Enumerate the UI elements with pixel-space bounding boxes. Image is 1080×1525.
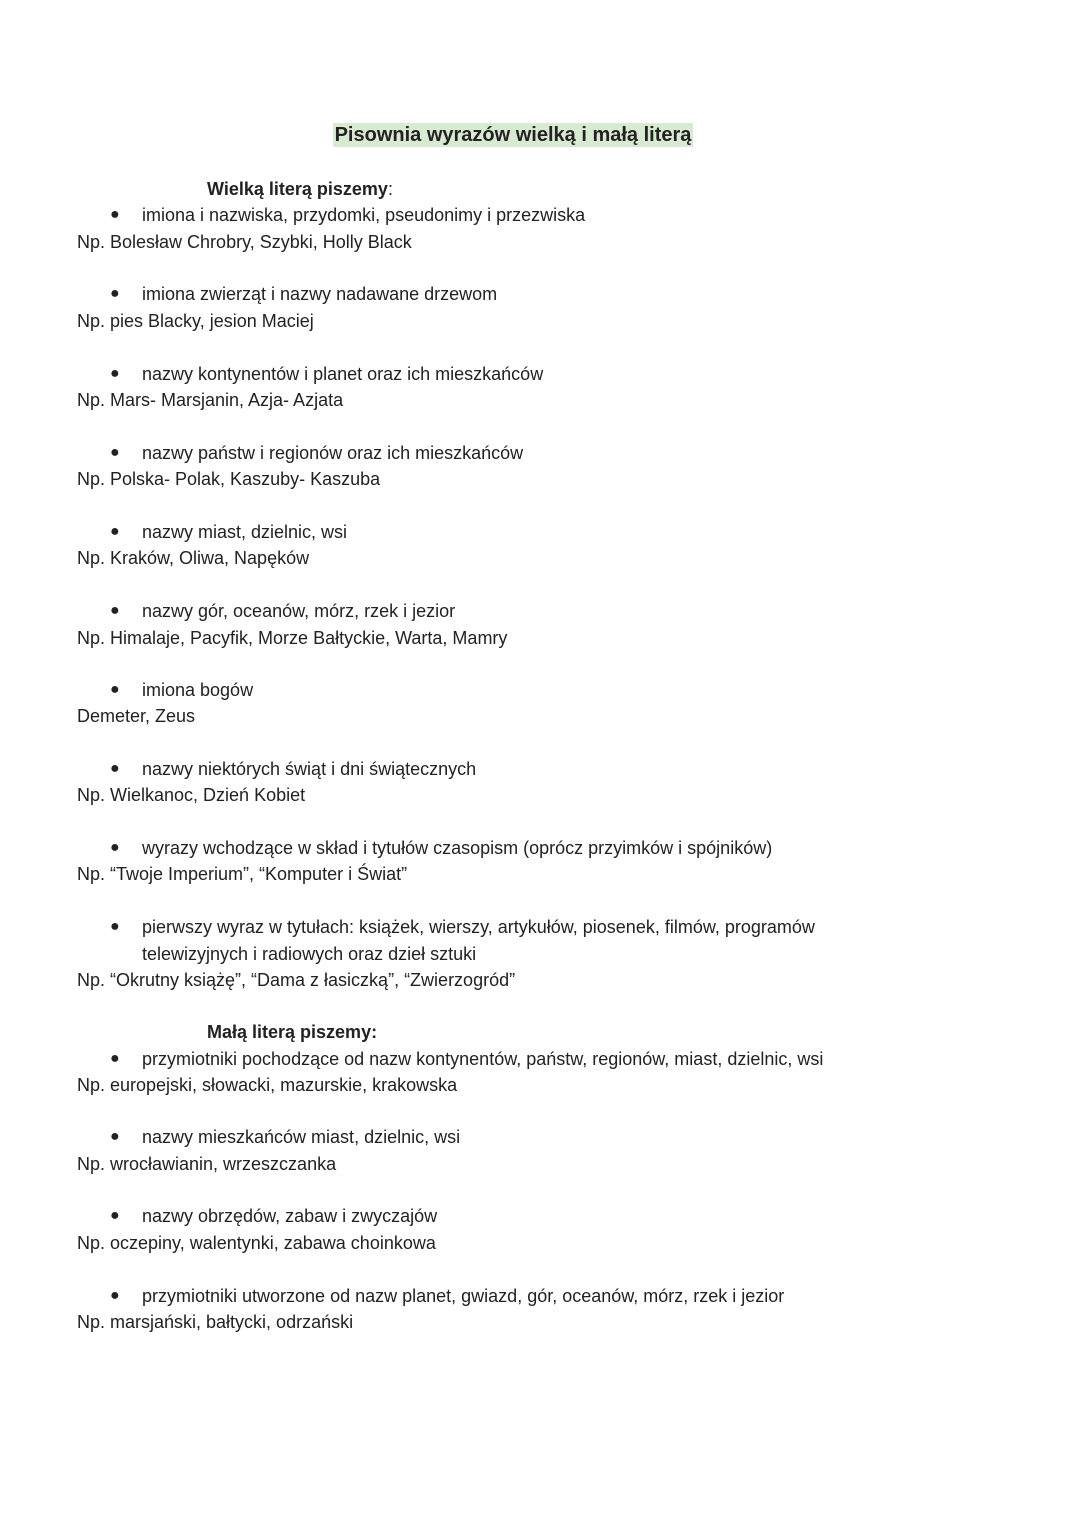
rule-example: Np. Bolesław Chrobry, Szybki, Holly Black — [77, 232, 412, 252]
bullet-icon: ● — [110, 1287, 120, 1304]
rule-text: pierwszy wyraz w tytułach: książek, wierszy, artykułów, piosenek, filmów, programów — [142, 917, 815, 937]
document-title — [0, 121, 1026, 149]
rule-example: Np. Kraków, Oliwa, Napęków — [77, 548, 310, 568]
bullet-icon: ● — [110, 1050, 120, 1067]
rule-text: nazwy gór, oceanów, mórz, rzek i jezior — [142, 601, 456, 621]
rule-text: nazwy państw i regionów oraz ich mieszkańców — [142, 443, 524, 463]
title-highlight: Pisownia wyrazów wielką i małą literą — [334, 124, 692, 146]
rule-text: imiona zwierząt i nazwy nadawane drzewom — [142, 284, 498, 304]
uppercase-heading: Wielką literą piszemy: — [207, 179, 393, 199]
rule-text: przymiotniki utworzone od nazw planet, gwiazd, gór, oceanów, mórz, rzek i jezior — [142, 1286, 785, 1306]
rule-example: Np. wrocławianin, wrzeszczanka — [77, 1154, 337, 1174]
rule-example: Demeter, Zeus — [77, 706, 196, 726]
bullet-icon: ● — [110, 1207, 120, 1224]
rule-example: Np. oczepiny, walentynki, zabawa choinkowa — [77, 1233, 436, 1253]
bullet-icon: ● — [110, 523, 120, 540]
rule-example: Np. Polska- Polak, Kaszuby- Kaszuba — [77, 469, 381, 489]
rule-example: Np. Himalaje, Pacyfik, Morze Bałtyckie, Warta, Mamry — [77, 628, 508, 648]
rule-text: nazwy obrzędów, zabaw i zwyczajów — [142, 1206, 438, 1226]
rule-example: Np. Mars- Marsjanin, Azja- Azjata — [77, 390, 344, 410]
bullet-icon: ● — [110, 681, 120, 698]
bullet-icon: ● — [110, 839, 120, 856]
bullet-icon: ● — [110, 602, 120, 619]
rule-text: imiona i nazwiska, przydomki, pseudonimy i przezwiska — [142, 205, 586, 225]
bullet-icon: ● — [110, 918, 120, 935]
rule-example: Np. Wielkanoc, Dzień Kobiet — [77, 785, 306, 805]
rule-text: imiona bogów — [142, 680, 254, 700]
bullet-icon: ● — [110, 1128, 120, 1145]
bullet-icon: ● — [110, 365, 120, 382]
rule-text: nazwy miast, dzielnic, wsi — [142, 522, 348, 542]
rule-text: przymiotniki pochodzące od nazw kontynentów, państw, regionów, miast, dzielnic, wsi — [142, 1049, 824, 1069]
rule-example: Np. “Twoje Imperium”, “Komputer i Świat” — [77, 864, 408, 884]
rule-example: Np. europejski, słowacki, mazurskie, krakowska — [77, 1075, 458, 1095]
rule-example: Np. pies Blacky, jesion Maciej — [77, 311, 314, 331]
bullet-icon: ● — [110, 285, 120, 302]
rule-text: nazwy niektórych świąt i dni świątecznych — [142, 759, 477, 779]
rule-text: nazwy mieszkańców miast, dzielnic, wsi — [142, 1127, 461, 1147]
bullet-icon: ● — [110, 206, 120, 223]
bullet-icon: ● — [110, 444, 120, 461]
rule-text-continuation: telewizyjnych i radiowych oraz dzieł sztuki — [142, 944, 477, 964]
bullet-icon: ● — [110, 760, 120, 777]
rule-text: nazwy kontynentów i planet oraz ich mieszkańców — [142, 364, 544, 384]
rule-example: Np. “Okrutny książę”, “Dama z łasiczką”, “Zwierzogród” — [77, 970, 516, 990]
rule-text: wyrazy wchodzące w skład i tytułów czasopism (oprócz przyimków i spójników) — [142, 838, 773, 858]
lowercase-heading: Małą literą piszemy: — [207, 1022, 378, 1042]
rule-example: Np. marsjański, bałtycki, odrzański — [77, 1312, 354, 1332]
